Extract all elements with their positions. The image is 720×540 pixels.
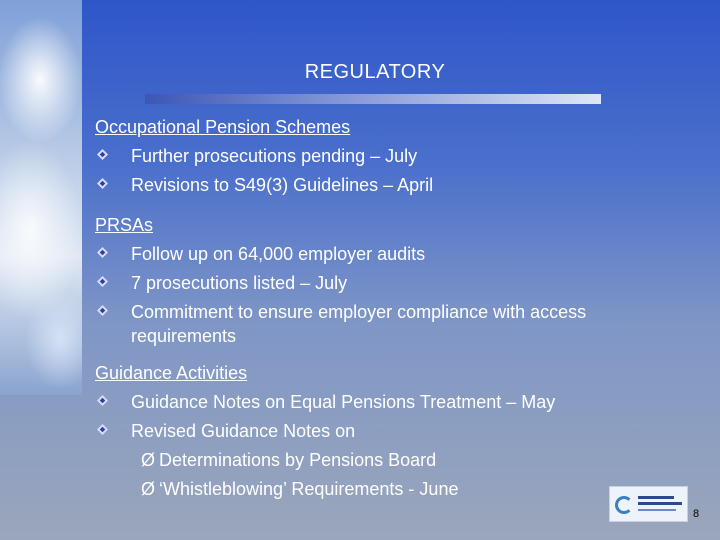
logo-mark-icon: [615, 496, 633, 514]
list-item: [95, 388, 695, 417]
diamond-bullet-icon: [97, 276, 108, 287]
list-item-text: Revised Guidance Notes on: [131, 421, 356, 441]
page-number: 8: [693, 508, 700, 520]
list-item: [95, 298, 695, 348]
diamond-bullet-icon: [97, 305, 108, 316]
list-item: [95, 171, 695, 200]
list-item-text: 7 prosecutions listed – July: [131, 273, 348, 293]
diamond-bullet-icon: [97, 247, 108, 258]
logo-text-line: [638, 496, 674, 499]
sub-list-item-text: ‘Whistleblowing’ Requirements - June: [159, 479, 459, 499]
sub-list-item: [95, 475, 695, 504]
list-item: [95, 142, 695, 171]
sky-cloud-image: [0, 0, 82, 395]
sub-list-item-text: Determinations by Pensions Board: [159, 450, 437, 470]
logo-text-line: [638, 509, 676, 511]
list-item-text: Commitment to ensure employer compliance with access requirements: [131, 302, 587, 346]
arrow-bullet-icon: Ø: [141, 479, 156, 499]
logo-text-line: [638, 502, 682, 505]
sub-list-item: [95, 446, 695, 475]
section-heading: Occupational Pension Schemes: [95, 117, 351, 137]
section-heading: Guidance Activities: [95, 363, 248, 383]
section-occupational-pension-schemes: [95, 113, 695, 200]
section-prsas: [95, 211, 695, 348]
diamond-bullet-icon: [97, 424, 108, 435]
slide-title: REGULATORY: [304, 61, 446, 83]
list-item: [95, 417, 695, 446]
slide-content: [95, 113, 695, 515]
diamond-bullet-icon: [97, 395, 108, 406]
diamond-bullet-icon: [97, 149, 108, 160]
list-item-text: Further prosecutions pending – July: [131, 146, 418, 166]
list-item: [95, 240, 695, 269]
list-item: [95, 269, 695, 298]
arrow-bullet-icon: Ø: [141, 450, 156, 470]
title-underline-bar: [145, 94, 601, 104]
list-item-text: Guidance Notes on Equal Pensions Treatment – May: [131, 392, 556, 412]
diamond-bullet-icon: [97, 178, 108, 189]
list-item-text: Revisions to S49(3) Guidelines – April: [131, 175, 434, 195]
section-heading: PRSAs: [95, 215, 154, 235]
section-guidance-activities: [95, 359, 695, 504]
list-item-text: Follow up on 64,000 employer audits: [131, 244, 426, 264]
pensions-board-logo: [609, 486, 688, 522]
